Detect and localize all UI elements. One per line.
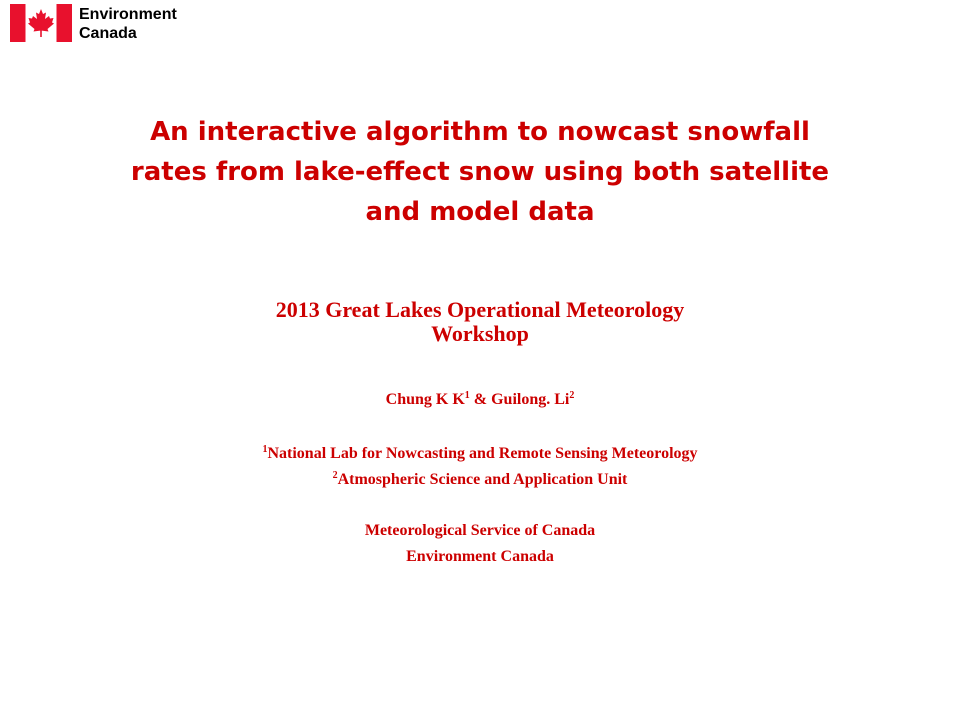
page-title [40, 112, 920, 232]
title-line-3: and model data [365, 197, 595, 227]
logo-wordmark [79, 4, 177, 43]
authors [80, 389, 880, 411]
workshop-line-1: 2013 Great Lakes Operational Meteorology [275, 297, 685, 322]
author-1-affiliation-mark: 1 [464, 390, 470, 401]
canada-flag-icon [10, 4, 72, 42]
title-line-2: rates from lake-effect snow using both satellite [130, 157, 830, 187]
environment-canada-logo [10, 4, 177, 44]
organization-line-2: Environment Canada [406, 548, 554, 565]
affiliation-1-text: National Lab for Nowcasting and Remote Sensing Meteorology [267, 445, 698, 462]
author-1: Chung K K [385, 391, 465, 408]
title-line-1: An interactive algorithm to nowcast snowfall [150, 117, 810, 147]
workshop-line-2: Workshop [431, 321, 529, 346]
logo-line-environment: Environment [79, 6, 177, 23]
author-separator: & [469, 391, 492, 408]
affiliation-1 [80, 441, 880, 467]
affiliation-1-mark: 1 [262, 444, 268, 455]
affiliation-2 [80, 467, 880, 493]
logo-line-canada: Canada [79, 25, 137, 42]
organization [80, 518, 880, 570]
affiliation-2-mark: 2 [332, 470, 338, 481]
author-2: Guilong. Li [491, 391, 570, 408]
author-2-affiliation-mark: 2 [569, 390, 575, 401]
organization-line-1: Meteorological Service of Canada [364, 522, 596, 539]
affiliation-2-text: Atmospheric Science and Application Unit [337, 471, 628, 488]
affiliations [80, 441, 880, 493]
workshop-subtitle [80, 298, 880, 346]
